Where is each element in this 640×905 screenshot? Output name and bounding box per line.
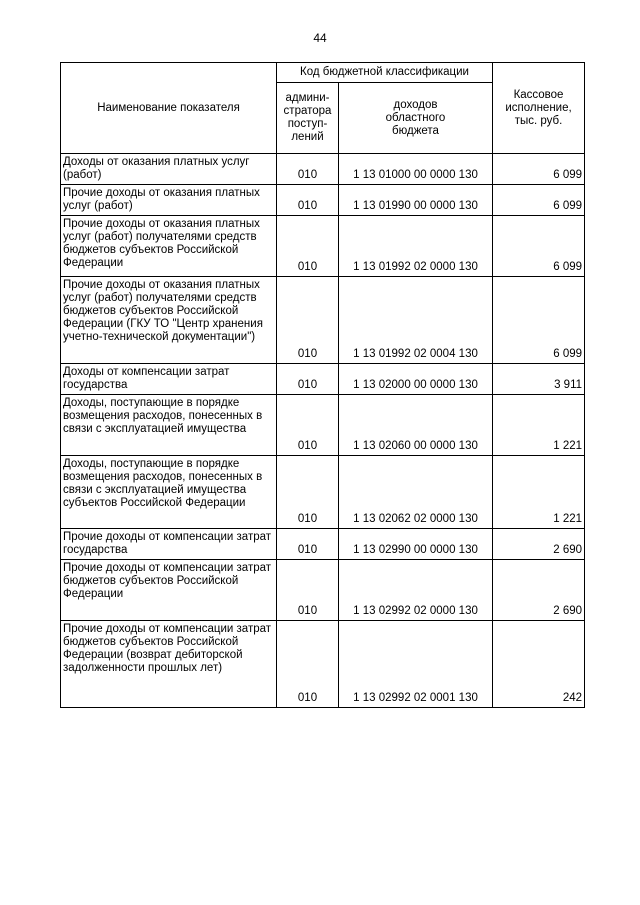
row-income-code: 1 13 01992 02 0004 130	[339, 277, 493, 364]
page-number: 44	[313, 31, 327, 45]
row-administrator-code: 010	[277, 560, 339, 621]
row-administrator-code: 010	[277, 216, 339, 277]
row-administrator-code: 010	[277, 529, 339, 560]
row-cash-amount: 6 099	[493, 185, 585, 216]
table-row	[61, 216, 585, 277]
row-administrator-code: 010	[277, 456, 339, 529]
row-administrator-code: 010	[277, 395, 339, 456]
row-indicator-name: Прочие доходы от компенсации затрат государства	[61, 529, 277, 560]
row-income-code: 1 13 01992 02 0000 130	[339, 216, 493, 277]
row-cash-amount: 6 099	[493, 277, 585, 364]
row-income-code: 1 13 02000 00 0000 130	[339, 364, 493, 395]
row-administrator-code: 010	[277, 154, 339, 185]
table-row	[61, 529, 585, 560]
table-row	[61, 154, 585, 185]
row-indicator-name: Прочие доходы от оказания платных услуг (работ) получателями средств бюджетов субъектов Российской Федерации	[61, 216, 277, 277]
table-header	[61, 63, 585, 154]
row-cash-amount: 1 221	[493, 456, 585, 529]
row-cash-amount: 1 221	[493, 395, 585, 456]
row-indicator-name: Доходы от оказания платных услуг (работ)	[61, 154, 277, 185]
header-classification-code: Код бюджетной классификации	[277, 63, 493, 83]
header-budget-income: доходов областного бюджета	[339, 83, 493, 154]
row-income-code: 1 13 02062 02 0000 130	[339, 456, 493, 529]
row-income-code: 1 13 01990 00 0000 130	[339, 185, 493, 216]
table-row	[61, 364, 585, 395]
row-indicator-name: Доходы от компенсации затрат государства	[61, 364, 277, 395]
budget-table	[60, 62, 585, 708]
header-administrator: админи- стратора поступ- лений	[277, 83, 339, 154]
row-cash-amount: 6 099	[493, 154, 585, 185]
row-indicator-name: Прочие доходы от оказания платных услуг (работ) получателями средств бюджетов субъектов Российской Федерации (ГКУ ТО "Центр хранения учетно-технической документации")	[61, 277, 277, 364]
row-income-code: 1 13 02990 00 0000 130	[339, 529, 493, 560]
table-row	[61, 456, 585, 529]
table-row	[61, 621, 585, 708]
table-row	[61, 185, 585, 216]
row-indicator-name: Прочие доходы от компенсации затрат бюджетов субъектов Российской Федерации	[61, 560, 277, 621]
row-cash-amount: 242	[493, 621, 585, 708]
row-indicator-name: Доходы, поступающие в порядке возмещения расходов, понесенных в связи с эксплуатацией имущества	[61, 395, 277, 456]
row-cash-amount: 3 911	[493, 364, 585, 395]
row-administrator-code: 010	[277, 364, 339, 395]
row-cash-amount: 6 099	[493, 216, 585, 277]
row-administrator-code: 010	[277, 621, 339, 708]
row-income-code: 1 13 02992 02 0001 130	[339, 621, 493, 708]
row-indicator-name: Доходы, поступающие в порядке возмещения расходов, понесенных в связи с эксплуатацией имущества субъектов Российской Федерации	[61, 456, 277, 529]
row-cash-amount: 2 690	[493, 529, 585, 560]
row-income-code: 1 13 01000 00 0000 130	[339, 154, 493, 185]
row-indicator-name: Прочие доходы от оказания платных услуг (работ)	[61, 185, 277, 216]
row-cash-amount: 2 690	[493, 560, 585, 621]
row-income-code: 1 13 02992 02 0000 130	[339, 560, 493, 621]
header-cash-execution: Кассовое исполнение, тыс. руб.	[493, 63, 585, 154]
row-administrator-code: 010	[277, 185, 339, 216]
table-row	[61, 560, 585, 621]
table-row	[61, 395, 585, 456]
row-income-code: 1 13 02060 00 0000 130	[339, 395, 493, 456]
header-indicator-name: Наименование показателя	[61, 63, 277, 154]
row-administrator-code: 010	[277, 277, 339, 364]
table-row	[61, 277, 585, 364]
table-body	[61, 154, 585, 708]
row-indicator-name: Прочие доходы от компенсации затрат бюджетов субъектов Российской Федерации (возврат дебиторской задолженности прошлых лет)	[61, 621, 277, 708]
